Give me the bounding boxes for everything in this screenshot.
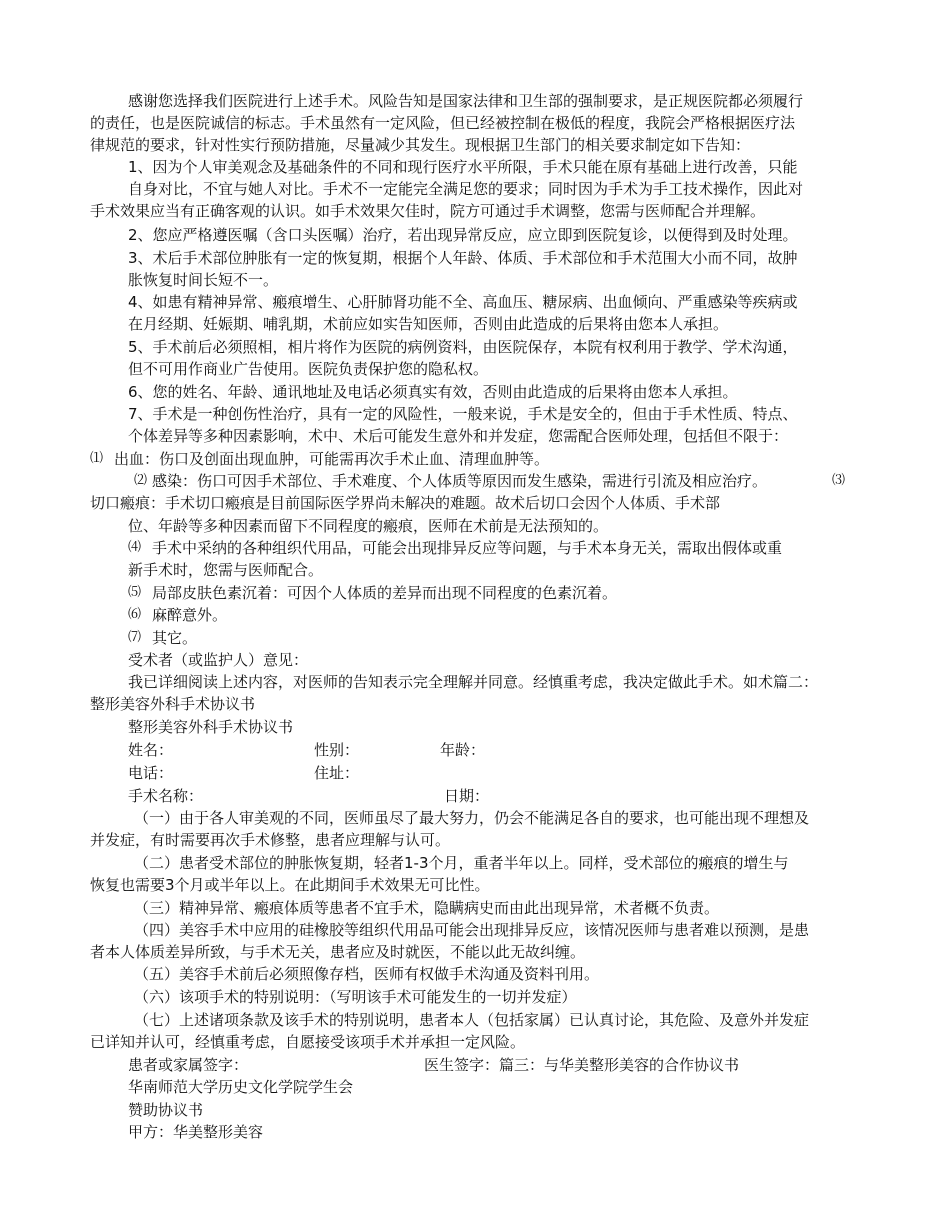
text-line: 3、术后手术部位肿胀有一定的恢复期，根据个人年龄、体质、手术部位和手术范围大小而不同，故肿 <box>128 249 798 267</box>
text-line: 6、您的姓名、年龄、通讯地址及电话必须真实有效，否则由此造成的后果将由您本人承担。 <box>128 383 738 401</box>
text-line: 已详知并认可，经慎重考虑，自愿接受该项手术并承担一定风险。 <box>90 1033 526 1051</box>
list-marker: ⑵ <box>134 473 148 488</box>
text-line: 局部皮肤色素沉着：可因个人体质的差异而出现不同程度的色素沉着。 <box>152 584 618 602</box>
form-label-age: 年龄： <box>440 741 486 759</box>
text-line: 受术者（或监护人）意见： <box>128 651 309 669</box>
text-line: 其它。 <box>152 629 198 647</box>
form-label-address: 住址： <box>314 764 360 782</box>
text-line: 2、您应严格遵医嘱（含口头医嘱）治疗，若出现异常反应，应立即到医院复诊，以便得到及时处理。 <box>128 226 798 244</box>
text-line: 手术效果应当有正确客观的认识。如手术效果欠佳时，院方可通过手术调整，您需与医师配合并理解。 <box>90 202 766 220</box>
text-line: 切口瘢痕：手术切口瘢痕是目前国际医学界尚未解决的难题。故术后切口会因个人体质、手术部 <box>90 494 721 512</box>
text-line: 恢复也需要3个月或半年以上。在此期间手术效果无可比性。 <box>90 876 490 894</box>
list-marker: ⑸ <box>128 585 142 600</box>
text-line: （六）该项手术的特别说明：（写明该手术可能发生的一切并发症） <box>134 988 577 1006</box>
form-label-phone: 电话： <box>128 764 174 782</box>
text-line: 感染：伤口可因手术部位、手术难度、个人体质等原因而发生感染，需进行引流及相应治疗。 <box>152 472 768 490</box>
text-line: 的责任，也是医院诚信的标志。手术虽然有一定风险，但已经被控制在极低的程度，我院会严格根据医疗法 <box>90 114 796 132</box>
text-line: 整形美容外科手术协议书 <box>128 718 294 736</box>
list-marker: ⑹ <box>128 607 142 622</box>
form-label-date: 日期： <box>444 787 490 805</box>
form-label-surgery-name: 手术名称： <box>128 787 204 805</box>
signature-label-patient: 患者或家属签字： <box>128 1056 249 1074</box>
text-line: 并发症，有时需要再次手术修整，患者应理解与认可。 <box>90 831 451 849</box>
text-line: 麻醉意外。 <box>152 606 228 624</box>
text-line: 整形美容外科手术协议书 <box>90 695 256 713</box>
text-line: （七）上述诸项条款及该手术的特别说明，患者本人（包括家属）已认真讨论，其危险、及意外并发症 <box>134 1011 810 1029</box>
text-line: 个体差异等多种因素影响，术中、术后可能发生意外和并发症，您需配合医师处理，包括但不限于： <box>128 427 789 445</box>
list-marker: ⑺ <box>128 630 142 645</box>
list-marker: ⑷ <box>128 540 142 555</box>
text-line: 我已详细阅读上述内容，对医师的告知表示完全理解并同意。经慎重考虑，我决定做此手术。如术篇二： <box>128 673 819 691</box>
text-line: 位、年龄等多种因素而留下不同程度的瘢痕，医师在术前是无法预知的。 <box>128 517 609 535</box>
text-line: 1、因为个人审美观念及基础条件的不同和现行医疗水平所限，手术只能在原有基础上进行改善，只能 <box>128 158 798 176</box>
text-line: 胀恢复时间长短不一。 <box>128 271 279 289</box>
signature-label-doctor: 医生签字：篇三：与华美整形美容的合作协议书 <box>424 1056 740 1074</box>
text-line: 手术中采纳的各种组织代用品，可能会出现排异反应等问题，与手术本身无关，需取出假体或重 <box>152 539 783 557</box>
text-line: 者本人体质差异所致，与手术无关，患者应及时就医，不能以此无故纠缠。 <box>90 943 586 961</box>
form-label-gender: 性别： <box>314 741 360 759</box>
text-line: 新手术时，您需与医师配合。 <box>128 561 324 579</box>
text-line: （三）精神异常、瘢痕体质等患者不宜手术，隐瞒病史而由此出现异常，术者概不负责。 <box>134 899 720 917</box>
text-line: （五）美容手术前后必须照像存档，医师有权做手术沟通及资料刊用。 <box>134 965 600 983</box>
text-line: 出血：伤口及创面出现血肿，可能需再次手术止血、清理血肿等。 <box>114 450 550 468</box>
list-marker: ⑶ <box>832 473 846 488</box>
text-line: 感谢您选择我们医院进行上述手术。风险告知是国家法律和卫生部的强制要求，是正规医院都必须履行 <box>128 92 804 110</box>
text-line: （四）美容手术中应用的硅橡胶等组织代用品可能会出现排异反应，该情况医师与患者难以预测，是患 <box>134 921 810 939</box>
text-line: 甲方：华美整形美容 <box>128 1123 264 1141</box>
text-line: 7、手术是一种创伤性治疗，具有一定的风险性，一般来说，手术是安全的，但由于手术性质、特点、 <box>128 405 798 423</box>
text-line: 华南师范大学历史文化学院学生会 <box>128 1078 354 1096</box>
text-line: 律规范的要求，针对性实行预防措施，尽量减少其发生。现根据卫生部门的相关要求制定如下告知： <box>90 136 751 154</box>
text-line: 4、如患有精神异常、瘢痕增生、心肝肺肾功能不全、高血压、糖尿病、出血倾向、严重感染等疾病或 <box>128 293 798 311</box>
text-line: 自身对比，不宜与她人对比。手术不一定能完全满足您的要求；同时因为手术为手工技术操作，因此对 <box>128 180 804 198</box>
list-marker: ⑴ <box>90 451 104 466</box>
text-line: 赞助协议书 <box>128 1101 204 1119</box>
text-line: （二）患者受术部位的肿胀恢复期，轻者1-3个月，重者半年以上。同样，受术部位的瘢痕的增生与 <box>134 854 789 872</box>
text-line: （一）由于各人审美观的不同，医师虽尽了最大努力，仍会不能满足各自的要求，也可能出现不理想及 <box>134 809 810 827</box>
text-line: 在月经期、妊娠期、哺乳期，术前应如实告知医师，否则由此造成的后果将由您本人承担。 <box>128 315 729 333</box>
text-line: 但不可用作商业广告使用。医院负责保护您的隐私权。 <box>128 360 489 378</box>
text-line: 5、手术前后必须照相，相片将作为医院的病例资料，由医院保存，本院有权利用于教学、学术沟通， <box>128 338 798 356</box>
form-label-name: 姓名： <box>128 741 174 759</box>
